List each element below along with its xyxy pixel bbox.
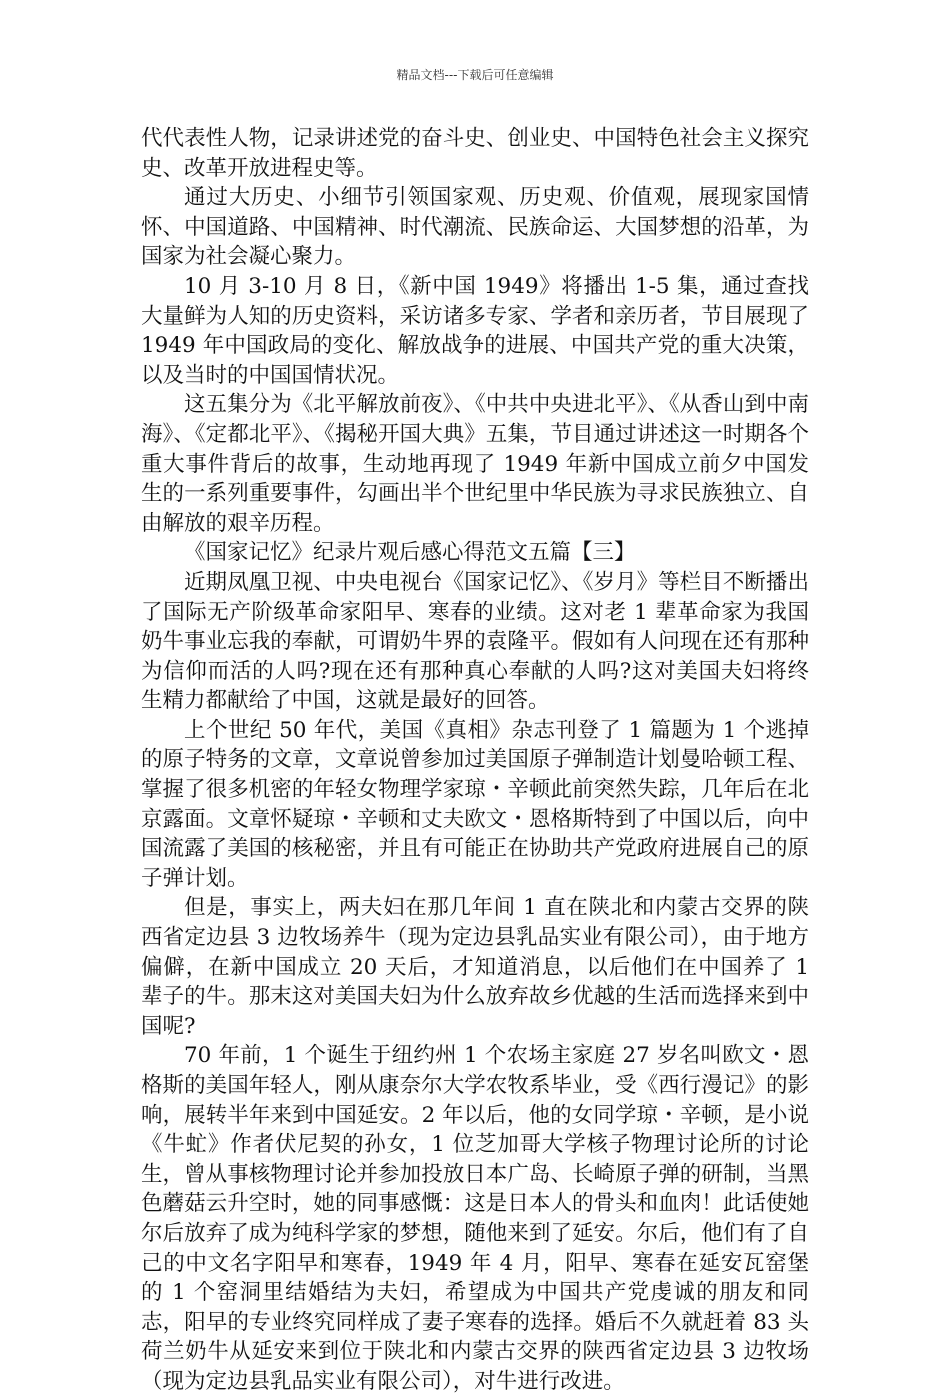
paragraph: 这五集分为《北平解放前夜》、《中共中央进北平》、《从香山到中南海》、《定都北平》、《揭秘开国大典》五集，节目通过讲述这一时期各个重大事件背后的故事，生动地再现了 1949 年新中国成立前夕中国发生的一系列重要事件，勾画出半个世纪里中华民族为寻求民族独立、自由解放的艰辛历程。 (141, 392, 809, 536)
paragraph: 10 月 3-10 月 8 日，《新中国 1949》将播出 1-5 集，通过查找大量鲜为人知的历史资料，采访诸多专家、学者和亲历者，节目展现了 1949 年中国政局的变化、解放战争的进展、中国共产党的重大决策，以及当时的中国国情状况。 (141, 273, 809, 388)
document-body (141, 124, 809, 1397)
paragraph: 但是，事实上，两夫妇在那几年间 1 直在陕北和内蒙古交界的陕西省定边县 3 边牧场养牛（现为定边县乳品实业有限公司），由于地方偏僻，在新中国成立 20 天后，才知道消息，以后他们在中国养了 1 辈子的牛。那末这对美国夫妇为什么放弃故乡优越的生活而选择来到中国呢? (141, 895, 809, 1039)
paragraph: 近期凤凰卫视、中央电视台《国家记忆》、《岁月》等栏目不断播出了国际无产阶级革命家阳早、寒春的业绩。这对老 1 辈革命家为我国奶牛事业忘我的奉献，可谓奶牛界的袁隆平。假如有人问现在还有那种为信仰而活的人吗?现在还有那种真心奉献的人吗?这对美国夫妇将终生精力都献给了中国，这就是最好的回答。 (141, 569, 809, 714)
paragraph: 70 年前，1 个诞生于纽约州 1 个农场主家庭 27 岁名叫欧文・恩格斯的美国年轻人，刚从康奈尔大学农牧系毕业，受《西行漫记》的影响，展转半年来到中国延安。2 年以后，他的女同学琼・辛顿，是小说《牛虻》作者伏尼契的孙女，1 位芝加哥大学核子物理讨论所的讨论生，曾从事核物理讨论并参加投放日本广岛、长崎原子弹的研制，当黑色蘑菇云升空时，她的同事感慨：这是日本人的骨头和血肉！此话使她尔后放弃了成为纯科学家的梦想，随他来到了延安。尔后，他们有了自己的中文名字阳早和寒春，1949 年 4 月，阳早、寒春在延安瓦窑堡的 1 个窑洞里结婚结为夫妇，希望成为中国共产党虔诚的朋友和同志，阳早的专业终究同样成了妻子寒春的选择。婚后不久就赶着 83 头荷兰奶牛从延安来到位于陕北和内蒙古交界的陕西省定边县 3 边牧场（现为定边县乳品实业有限公司），对牛进行改进。 (141, 1043, 809, 1394)
section-heading: 《国家记忆》纪录片观后感心得范文五篇【三】 (184, 540, 636, 566)
paragraph: 通过大历史、小细节引领国家观、历史观、价值观，展现家国情怀、中国道路、中国精神、时代潮流、民族命运、大国梦想的沿革，为国家为社会凝心聚力。 (141, 185, 809, 270)
paragraph: 上个世纪 50 年代，美国《真相》杂志刊登了 1 篇题为 1 个逃掉的原子特务的文章，文章说曾参加过美国原子弹制造计划曼哈顿工程、掌握了很多机密的年轻女物理学家琼・辛顿此前突然失踪，几年后在北京露面。文章怀疑琼・辛顿和丈夫欧文・恩格斯特到了中国以后，向中国流露了美国的核秘密，并且有可能正在协助共产党政府进展自己的原子弹计划。 (141, 717, 809, 891)
paragraph: 代代表性人物，记录讲述党的奋斗史、创业史、中国特色社会主义探究史、改革开放进程史等。 (141, 126, 809, 181)
page-header: 精品文档---下载后可任意编辑 (396, 68, 554, 82)
